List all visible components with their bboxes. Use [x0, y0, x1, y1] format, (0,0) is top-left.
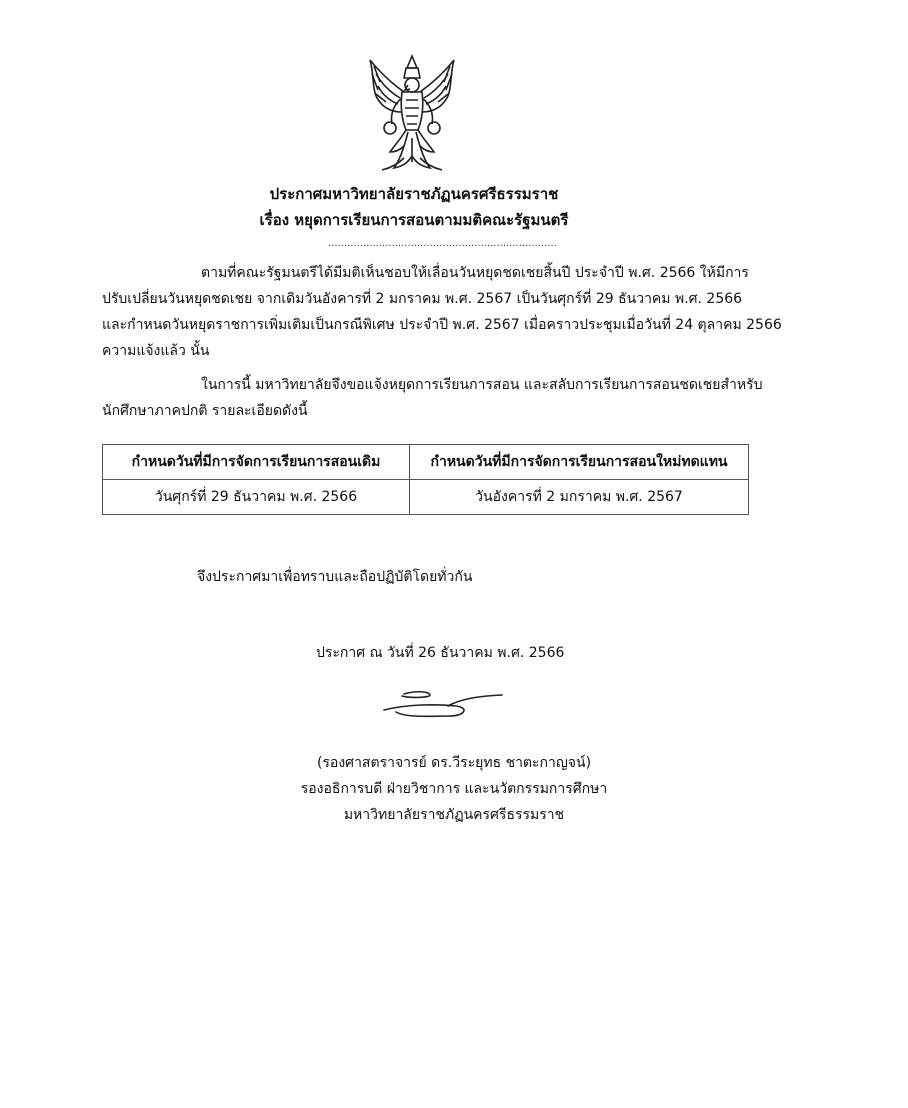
handwritten-signature — [378, 686, 504, 726]
table-header-new-date: กำหนดวันที่มีการจัดการเรียนการสอนใหม่ทดแทน — [410, 445, 749, 480]
signatory-organization: มหาวิทยาลัยราชภัฏนครศรีธรรมราช — [343, 807, 565, 823]
title-separator: ........................................................................ — [328, 238, 557, 249]
paragraph-1-line-3: และกำหนดวันหยุดราชการเพิ่มเติมเป็นกรณีพิเศษ ประจำปี พ.ศ. 2567 เมื่อคราวประชุมเมื่อวันที่ 24 ตุลาคม 2566 — [102, 317, 782, 333]
signatory-name: (รองศาสตราจารย์ ดร.วีระยุทธ ชาตะกาญจน์) — [316, 755, 592, 771]
table-row — [103, 480, 749, 515]
garuda-emblem-icon — [360, 52, 464, 176]
paragraph-1-line-2: ปรับเปลี่ยนวันหยุดชดเชย จากเดิมวันอังคารที่ 2 มกราคม พ.ศ. 2567 เป็นวันศุกร์ที่ 29 ธันวาคม พ.ศ. 2566 — [102, 291, 743, 307]
table-cell-new-date: วันอังคารที่ 2 มกราคม พ.ศ. 2567 — [410, 480, 749, 515]
table-header-original-date: กำหนดวันที่มีการจัดการเรียนการสอนเดิม — [103, 445, 410, 480]
paragraph-2-line-1: ในการนี้ มหาวิทยาลัยจึงขอแจ้งหยุดการเรียนการสอน และสลับการเรียนการสอนชดเชยสำหรับ — [201, 377, 763, 393]
schedule-table — [102, 444, 749, 515]
closing-statement: จึงประกาศมาเพื่อทราบและถือปฏิบัติโดยทั่วกัน — [197, 569, 473, 585]
announcement-title: ประกาศมหาวิทยาลัยราชภัฏนครศรีธรรมราช — [269, 185, 559, 203]
table-header-row — [103, 445, 749, 480]
signatory-position: รองอธิการบดี ฝ่ายวิชาการ และนวัตกรรมการศึกษา — [300, 781, 608, 797]
paragraph-2-line-2: นักศึกษาภาคปกติ รายละเอียดดังนี้ — [102, 403, 308, 419]
announcement-subject: เรื่อง หยุดการเรียนการสอนตามมติคณะรัฐมนตรี — [259, 211, 569, 229]
paragraph-1-line-1: ตามที่คณะรัฐมนตรีได้มีมติเห็นชอบให้เลื่อนวันหยุดชดเชยสิ้นปี ประจำปี พ.ศ. 2566 ให้มีการ — [201, 265, 749, 281]
table-cell-original-date: วันศุกร์ที่ 29 ธันวาคม พ.ศ. 2566 — [103, 480, 410, 515]
announcement-date: ประกาศ ณ วันที่ 26 ธันวาคม พ.ศ. 2566 — [316, 645, 565, 661]
paragraph-1-line-4: ความแจ้งแล้ว นั้น — [102, 343, 210, 359]
